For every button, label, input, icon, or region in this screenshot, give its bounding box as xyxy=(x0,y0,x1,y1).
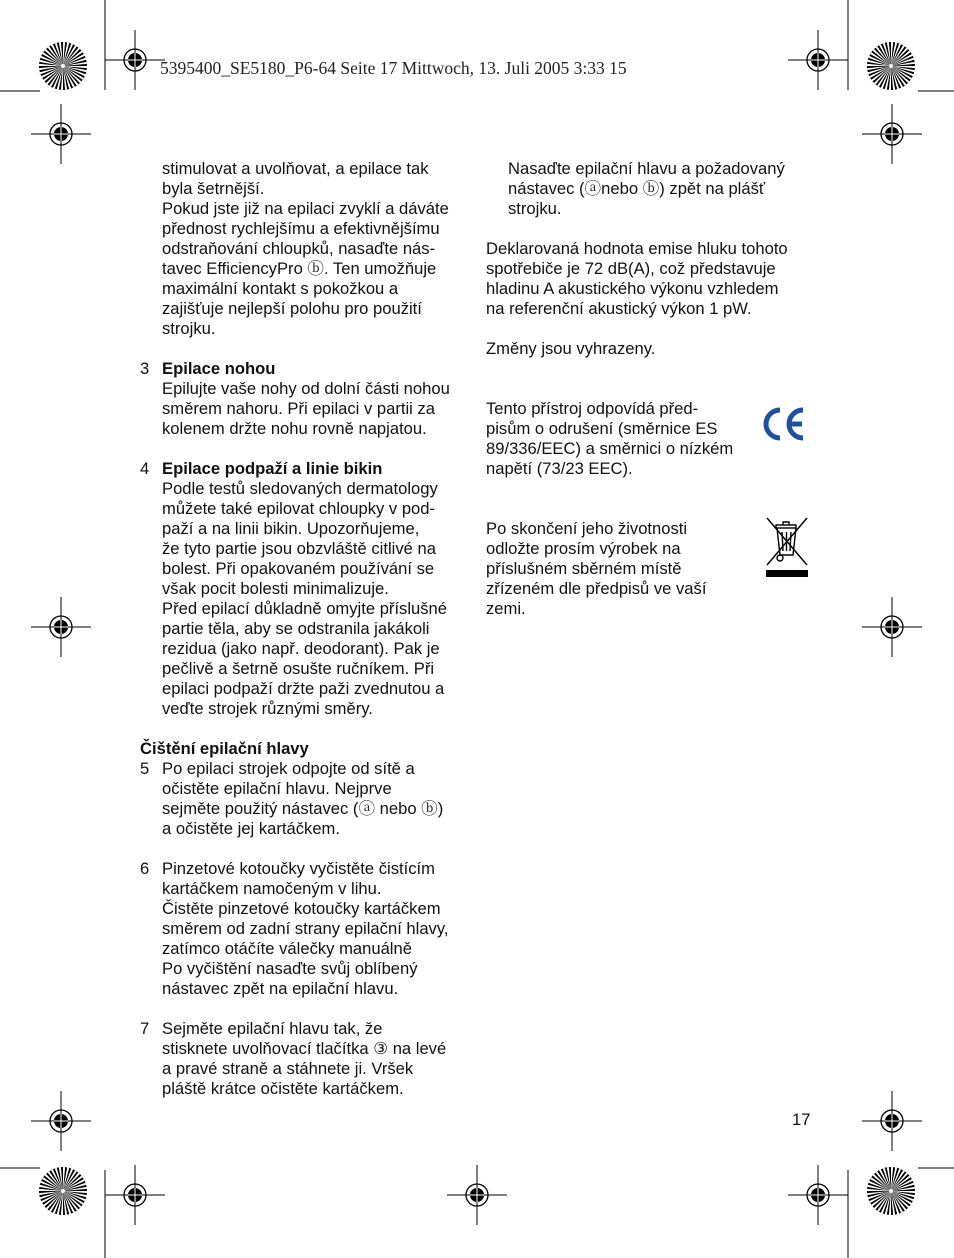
item-number: 3 xyxy=(140,359,150,378)
registration-target-icon xyxy=(105,30,165,90)
item-number: 4 xyxy=(140,459,150,478)
list-item-4 xyxy=(140,459,470,719)
item-number: 7 xyxy=(140,1019,150,1038)
ce-section xyxy=(486,399,816,479)
left-column xyxy=(140,159,470,1099)
registration-target-icon xyxy=(862,597,922,657)
registration-target-icon xyxy=(862,1091,922,1151)
list-item-7 xyxy=(140,1019,470,1099)
changes-note: Změny jsou vyhrazeny. xyxy=(486,339,656,358)
right-column xyxy=(486,159,816,619)
disposal-section xyxy=(486,519,816,619)
item-title: Epilace nohou xyxy=(162,359,276,378)
ce-mark-icon xyxy=(758,401,808,447)
registration-target-icon xyxy=(31,597,91,657)
registration-target-icon xyxy=(788,30,848,90)
starburst-print-mark-icon xyxy=(39,42,87,90)
crossed-out-wheelie-bin-icon xyxy=(764,515,810,581)
item-text: Sejměte epilační hlavu tak, že stisknete uvolňovací tlačítka ③ na levé a pravé straně a stáhnete ji. Vršek pláště krátce očistěte kartáčkem. xyxy=(162,1019,447,1098)
intro-paragraph: stimulovat a uvolňovat, a epilace tak byla šetrnější. Pokud jste již na epilaci zvyklí a dáváte přednost rychlejšímu a efektivnějšímu odstraňování chloupků, nasaďte nás- tavec EfficiencyPro ⓑ. Ten umožňuje maximální kontakt s pokožkou a zajišťuje nejlepší polohu pro použití strojku. xyxy=(162,159,449,338)
registration-target-icon xyxy=(105,1165,165,1225)
item-text: Pinzetové kotoučky vyčistěte čistícím kartáčkem namočeným v lihu. Čistěte pinzetové kotoučky kartáčkem směrem od zadní strany epilační hlavy, zatímco otáčíte válečky manuálně Po vyčištění nasaďte svůj oblíbený nástavec zpět na epilační hlavu. xyxy=(162,859,449,998)
list-item-5 xyxy=(140,759,470,839)
disposal-paragraph: Po skončení jeho životnosti odložte prosím výrobek na příslušném sběrném místě zřízeném dle předpisů ve vaší zemi. xyxy=(486,519,707,618)
print-header: 5395400_SE5180_P6-64 Seite 17 Mittwoch, 13. Juli 2005 3:33 15 xyxy=(160,58,627,78)
noise-paragraph: Deklarovaná hodnota emise hluku tohoto spotřebiče je 72 dB(A), což představuje hladinu A akustického výkonu vzhledem na referenční akustický výkon 1 pW. xyxy=(486,239,788,318)
page-number: 17 xyxy=(792,1110,811,1129)
registration-target-icon xyxy=(862,104,922,164)
starburst-print-mark-icon xyxy=(39,1167,87,1215)
continued-paragraph: Nasaďte epilační hlavu a požadovaný nástavec (ⓐnebo ⓑ) zpět na plášť strojku. xyxy=(508,159,785,218)
starburst-print-mark-icon xyxy=(867,1167,915,1215)
registration-target-icon xyxy=(31,104,91,164)
item-number: 5 xyxy=(140,759,150,778)
ce-paragraph: Tento přístroj odpovídá před- pisům o odrušení (směrnice ES 89/336/EEC) a směrnici o nízkém napětí (73/23 EEC). xyxy=(486,399,734,478)
section-heading: Čištění epilační hlavy xyxy=(140,739,309,758)
list-item-3 xyxy=(140,359,470,439)
item-number: 6 xyxy=(140,859,150,878)
list-item-6 xyxy=(140,859,470,999)
item-text: Podle testů sledovaných dermatology můžete také epilovat chloupky v pod- paží a na linii bikin. Upozorňujeme, že tyto partie jsou obzvláště citlivé na bolest. Při opakovaném používání se však pocit bolesti minimalizuje. Před epilací důkladně omyjte příslušné partie těla, aby se odstranila jakákoli rezidua (jako např. deodorant). Pak je pečlivě a šetrně osušte ručníkem. Při epilaci podpaží držte paži zvednutou a veďte strojek různými směry. xyxy=(162,479,448,718)
item-text: Epilujte vaše nohy od dolní části nohou směrem nahoru. Při epilaci v partii za kolenem držte nohu rovně napjatou. xyxy=(162,379,450,438)
registration-target-icon xyxy=(31,1091,91,1151)
registration-target-icon xyxy=(788,1165,848,1225)
item-text: Po epilaci strojek odpojte od sítě a očistěte epilační hlavu. Nejprve sejměte použitý nástavec (ⓐ nebo ⓑ) a očistěte jej kartáčkem. xyxy=(162,759,444,838)
registration-target-icon xyxy=(447,1165,507,1225)
item-title: Epilace podpaží a linie bikin xyxy=(162,459,383,478)
starburst-print-mark-icon xyxy=(867,42,915,90)
